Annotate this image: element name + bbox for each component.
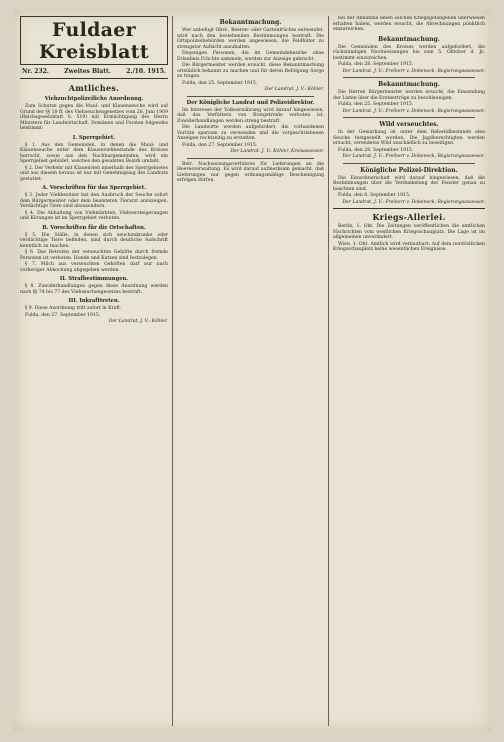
masthead-info [20, 67, 168, 79]
divider [343, 77, 475, 78]
signature: Der Landrat. J. V.: Freiherr v. Dobeneck, Regierungsassessor. [342, 199, 485, 205]
paragraph: § 2. Der Verkehr mit Klauenvieh innerhalb des Sperrgebietes und aus diesem heraus ist nur mit Genehmigung des Landrats gestattet. [20, 165, 168, 182]
masthead-title: Fuldaer Kreisblatt [20, 16, 168, 65]
column-2 [177, 16, 324, 726]
place-date: Fulda, den 25. September 1915. [338, 102, 414, 107]
section-title: Bekanntmachung. [378, 81, 440, 88]
subsection-title: Viehzuchtpolizeiliche Anordnung. [44, 96, 144, 102]
paragraph: § 9. Diese Anordnung tritt sofort in Kraft. [25, 306, 122, 311]
paragraph: Betr. Nachweisungsverfahren für Lieferungen an die Heeresverwaltung. Es wird darauf aufmerksam gemacht, daß Lieferungen nur gegen ordnungsmäßige Bescheinigung erfolgen dürfen. [177, 161, 324, 183]
place-date: Fulda, den 27. September 1915. [25, 312, 101, 318]
divider [187, 96, 314, 97]
paragraph: Zum Schutze gegen die Maul- und Klauenseuche wird auf Grund der §§ 18 ff. des Viehseuchengesetzes vom 26. Juni 1909 (Reichsgesetzblatt S. 519) mit Ermächtigung des Herrn Ministers für Landwirtschaft, Domänen und Forsten folgendes bestimmt: [20, 104, 168, 131]
paragraph: Die Einwohnerschaft wird darauf hingewiesen, daß die Bestimmungen über die Verdunkelung der Fenster genau zu beachten sind. [333, 175, 485, 192]
divider [343, 117, 475, 118]
issue-date: 2./10. 1915. [126, 68, 166, 75]
signature: Der Landrat. J. V.: Freiherr v. Dobeneck, Regierungsassessor. [342, 68, 485, 74]
paragraph: Wien, 1. Okt. Amtlich wird verlautbart: Auf dem nordöstlichen Kriegsschauplatz keine wesentlichen Ereignisse. [333, 241, 485, 252]
paragraph: Im Interesse der Volksernährung wird darauf hingewiesen, daß das Verfüttern von Brotgetreide verboten ist. Zuwiderhandlungen werden streng bestraft. [177, 107, 324, 124]
signature: Der Landrat. J. V.: Köhler, Kreisassessor. [230, 149, 324, 154]
paragraph: § 8. Zuwiderhandlungen gegen diese Anordnung werden nach §§ 74 bis 77 des Viehseuchengesetzes bestraft. [20, 284, 168, 295]
place-date: Fulda, den 8. September 1915. [338, 193, 411, 198]
heading: I. Sperrgebiet. [72, 134, 116, 141]
paragraph: Wer unbefugt Obst-, Beeren- oder Gartenfrüchte entwendet, wird nach den bestehenden Bestimmungen bestraft. Die Ortspolizeibehörden werden angewiesen, die Feldhüter zu strengster Aufsicht anzuhalten. [177, 28, 324, 50]
column-divider [328, 16, 329, 726]
place-date: Fulda, den 27. September 1915. [182, 142, 258, 148]
paragraph: Berlin, 1. Okt. Die Zeitungen veröffentlichen die amtlichen Nachrichten vom westlichen Kriegsschauplatz. Die Lage ist im allgemeinen unverändert. [333, 224, 485, 240]
section-title: Königliche Polizei-Direktion. [360, 166, 458, 174]
section-title: Wild verseuchtes. [379, 121, 439, 128]
paragraph: § 3. Jeder Viehbesitzer hat den Ausbruch der Seuche sofort dem Bürgermeister oder dem beamteten Tierarzt anzuzeigen. Verdächtige Tiere sind abzusondern. [20, 193, 168, 209]
paragraph: Die Landwirte werden aufgefordert, die vorhandenen Vorräte sparsam zu verwenden und die vorgeschriebenen Anzeigen rechtzeitig zu erstatten. [177, 125, 324, 141]
divider [333, 208, 485, 209]
paragraph: Die Herren Bürgermeister werden ersucht, die Einsendung der Listen über die Ernteerträge zu beschleunigen. [333, 90, 485, 101]
place-date: Fulda, den 28. September 1915. [338, 62, 414, 67]
signature: Der Landrat. J. V.: Köhler. [108, 319, 168, 324]
paragraph: In der Gemarkung ist unter dem Rehwildbestande eine Seuche festgestellt worden. Die Jagdberechtigten werden ersucht, verendetes Wild unschädlich zu beseitigen. [333, 130, 485, 146]
column-1 [20, 16, 168, 726]
paragraph: Diejenigen Personen, die im Gemeindebezirke ohne Erlaubnis Früchte sammeln, werden zur Anzeige gebracht. [177, 51, 324, 62]
heading: III. Inkrafttreten. [68, 298, 120, 304]
paragraph: Die Gemeinden des Kreises werden aufgefordert, die rückständigen Nachweisungen bis zum 5. Oktober d. Js. bestimmt einzureichen. [333, 44, 485, 61]
divider [343, 163, 475, 164]
edition-label: Zweites Blatt. [64, 68, 111, 75]
heading: A. Vorschriften für das Sperrgebiet. [42, 185, 146, 191]
heading: II. Strafbestimmungen. [59, 276, 129, 282]
paragraph: § 6. Das Betreten der verseuchten Gehöfte durch fremde Personen ist verboten. Hunde und Katzen sind festzulegen. [20, 250, 168, 261]
column-3 [333, 16, 485, 726]
section-title: Bekanntmachung. [378, 35, 440, 43]
column-divider [172, 16, 173, 726]
signature: Der Landrat. J. V.: Köhler. [264, 87, 324, 92]
paragraph: § 7. Milch aus verseuchten Gehöften darf nur nach vorheriger Abkochung abgegeben werden. [20, 262, 168, 273]
paragraph: § 1. Aus den Gemeinden, in denen die Maul- und Klauenseuche unter dem Klauenviehbestande des Kreises herrscht, sowie aus den Nachbargemeinden, wird ein Sperrgebiet gebildet, welches den gesamten Bezirk umfaßt. [20, 142, 168, 164]
section-title: Bekanntmachung. [219, 19, 282, 26]
signature: Der Landrat. J. V.: Freiherr v. Dobeneck, Regierungsassessor. [342, 154, 485, 159]
issue-number: Nr. 232. [22, 68, 49, 75]
newspaper-page [14, 10, 492, 732]
paragraph: bei der Annahme einen solchen Kriegsgefangenen überwiesen erhalten haben, werden ersucht, die Abrechnungen pünktlich einzureichen. [333, 16, 485, 32]
place-date: Fulda, den 28. September 1915. [338, 147, 414, 153]
heading: B. Vorschriften für die Ortschaften. [42, 224, 146, 231]
section-title: Der Königliche Landrat und Polizeidirektor. [186, 99, 315, 106]
section-title: Kriegs-Allerlei. [372, 212, 446, 222]
signature: Der Landrat. J. V.: Freiherr v. Dobeneck, Regierungsassessor. [342, 108, 485, 114]
place-date: Fulda, den 25. September 1915. [182, 80, 258, 86]
paragraph: § 5. Die Ställe, in denen sich seuchenkranke oder verdächtige Tiere befinden, sind durch deutliche Aufschrift kenntlich zu machen. [20, 232, 168, 249]
divider [187, 158, 314, 159]
section-title: Amtliches. [68, 83, 120, 93]
paragraph: Die Bürgermeister werden ersucht, diese Bekanntmachung ortsüblich bekannt zu machen und für deren Befolgung Sorge zu tragen. [177, 63, 324, 79]
paragraph: § 4. Die Abhaltung von Viehmärkten, Viehversteigerungen und Körungen ist im Sperrgebiet verboten. [20, 210, 168, 221]
